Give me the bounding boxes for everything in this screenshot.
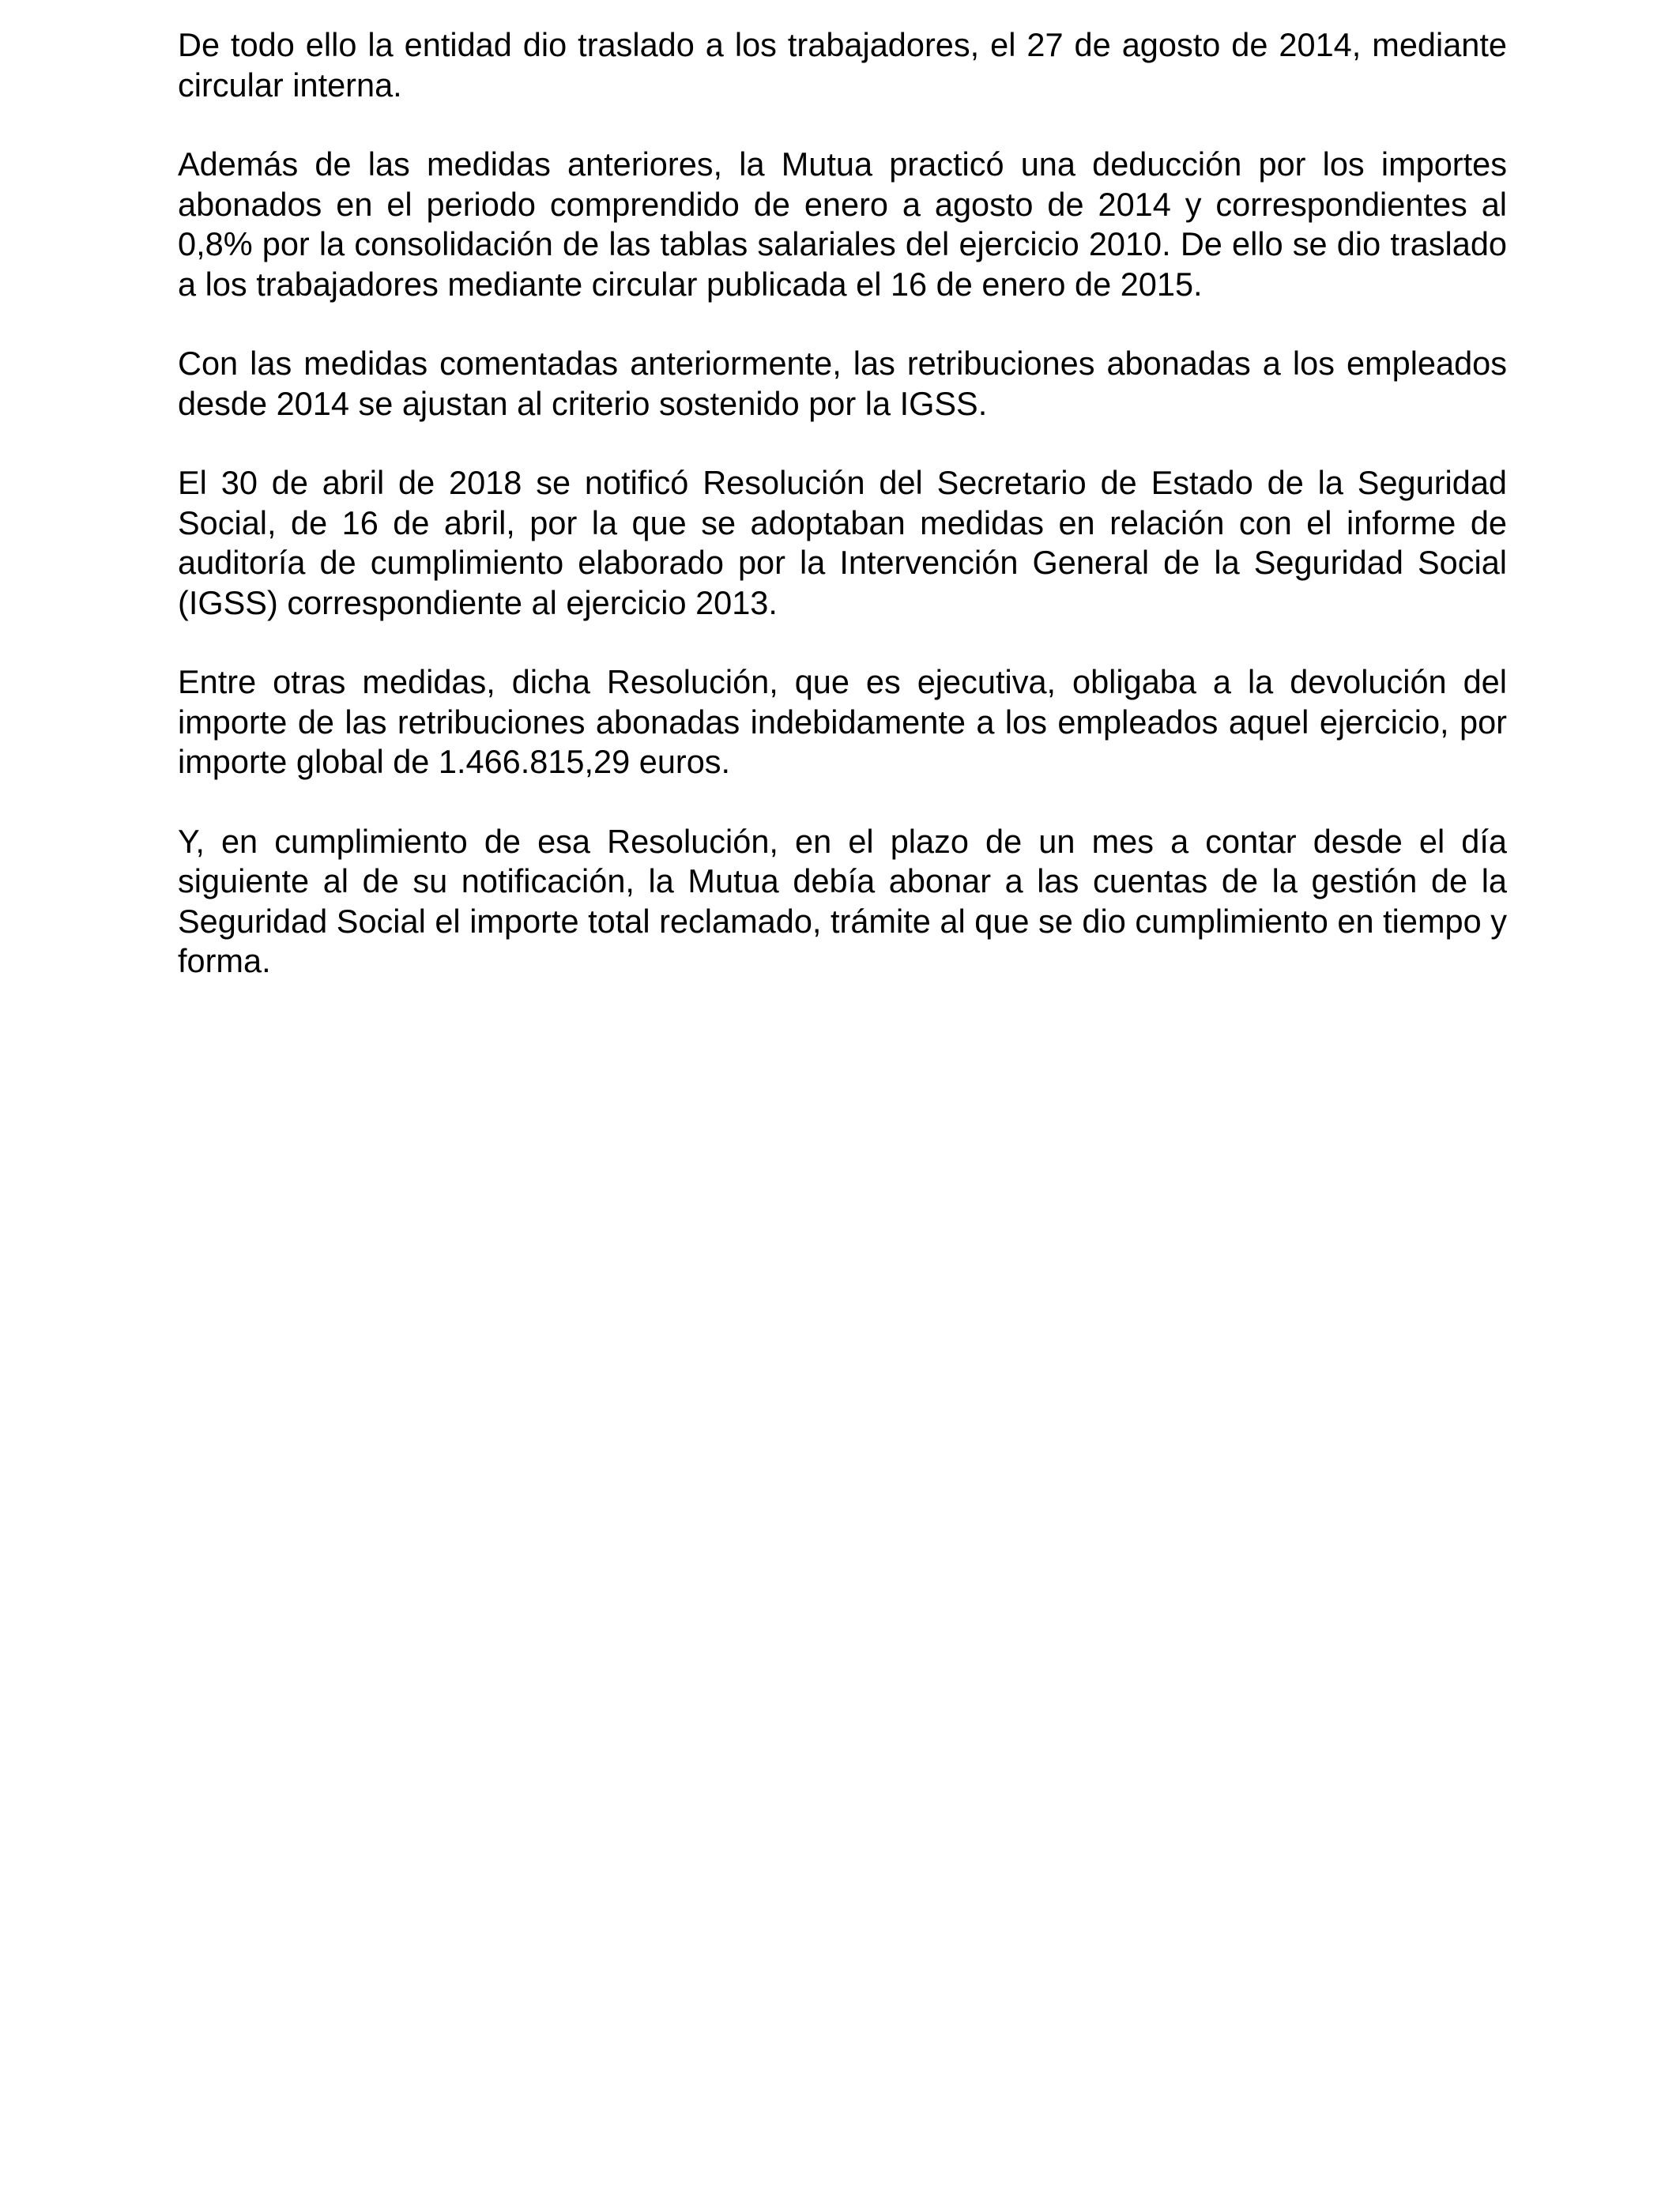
paragraph-deduccion-importes: Además de las medidas anteriores, la Mutua practicó una deducción por los importes abonados en el periodo comprendido de enero a agosto de 2014 y correspondientes al 0,8% por la consolidación de las tablas salariales del ejercicio 2010. De ello se dio traslado a los trabajadores mediante circular publicada el 16 de enero de 2015. [178, 145, 1507, 303]
paragraph-devolucion-importe: Entre otras medidas, dicha Resolución, que es ejecutiva, obligaba a la devolución del importe de las retribuciones abonadas indebidamente a los empleados aquel ejercicio, por importe global de 1.466.815,29 euros. [178, 663, 1507, 780]
paragraph-traslado-circular: De todo ello la entidad dio traslado a los trabajadores, el 27 de agosto de 2014, mediante circular interna. [178, 26, 1507, 104]
paragraph-resolucion-secretario: El 30 de abril de 2018 se notificó Resolución del Secretario de Estado de la Seguridad Social, de 16 de abril, por la que se adoptaban medidas en relación con el informe de auditoría de cumplimiento elaborado por la Intervención General de la Seguridad Social (IGSS) correspondiente al ejercicio 2013. [178, 464, 1507, 621]
paragraph-medidas-retribuciones: Con las medidas comentadas anteriormente, las retribuciones abonadas a los empleados desde 2014 se ajustan al criterio sostenido por la IGSS. [178, 345, 1507, 422]
document-body [178, 25, 1507, 1021]
paragraph-cumplimiento-resolucion: Y, en cumplimiento de esa Resolución, en el plazo de un mes a contar desde el día siguiente al de su notificación, la Mutua debía abonar a las cuentas de la gestión de la Seguridad Social el importe total reclamado, trámite al que se dio cumplimiento en tiempo y forma. [178, 822, 1507, 979]
